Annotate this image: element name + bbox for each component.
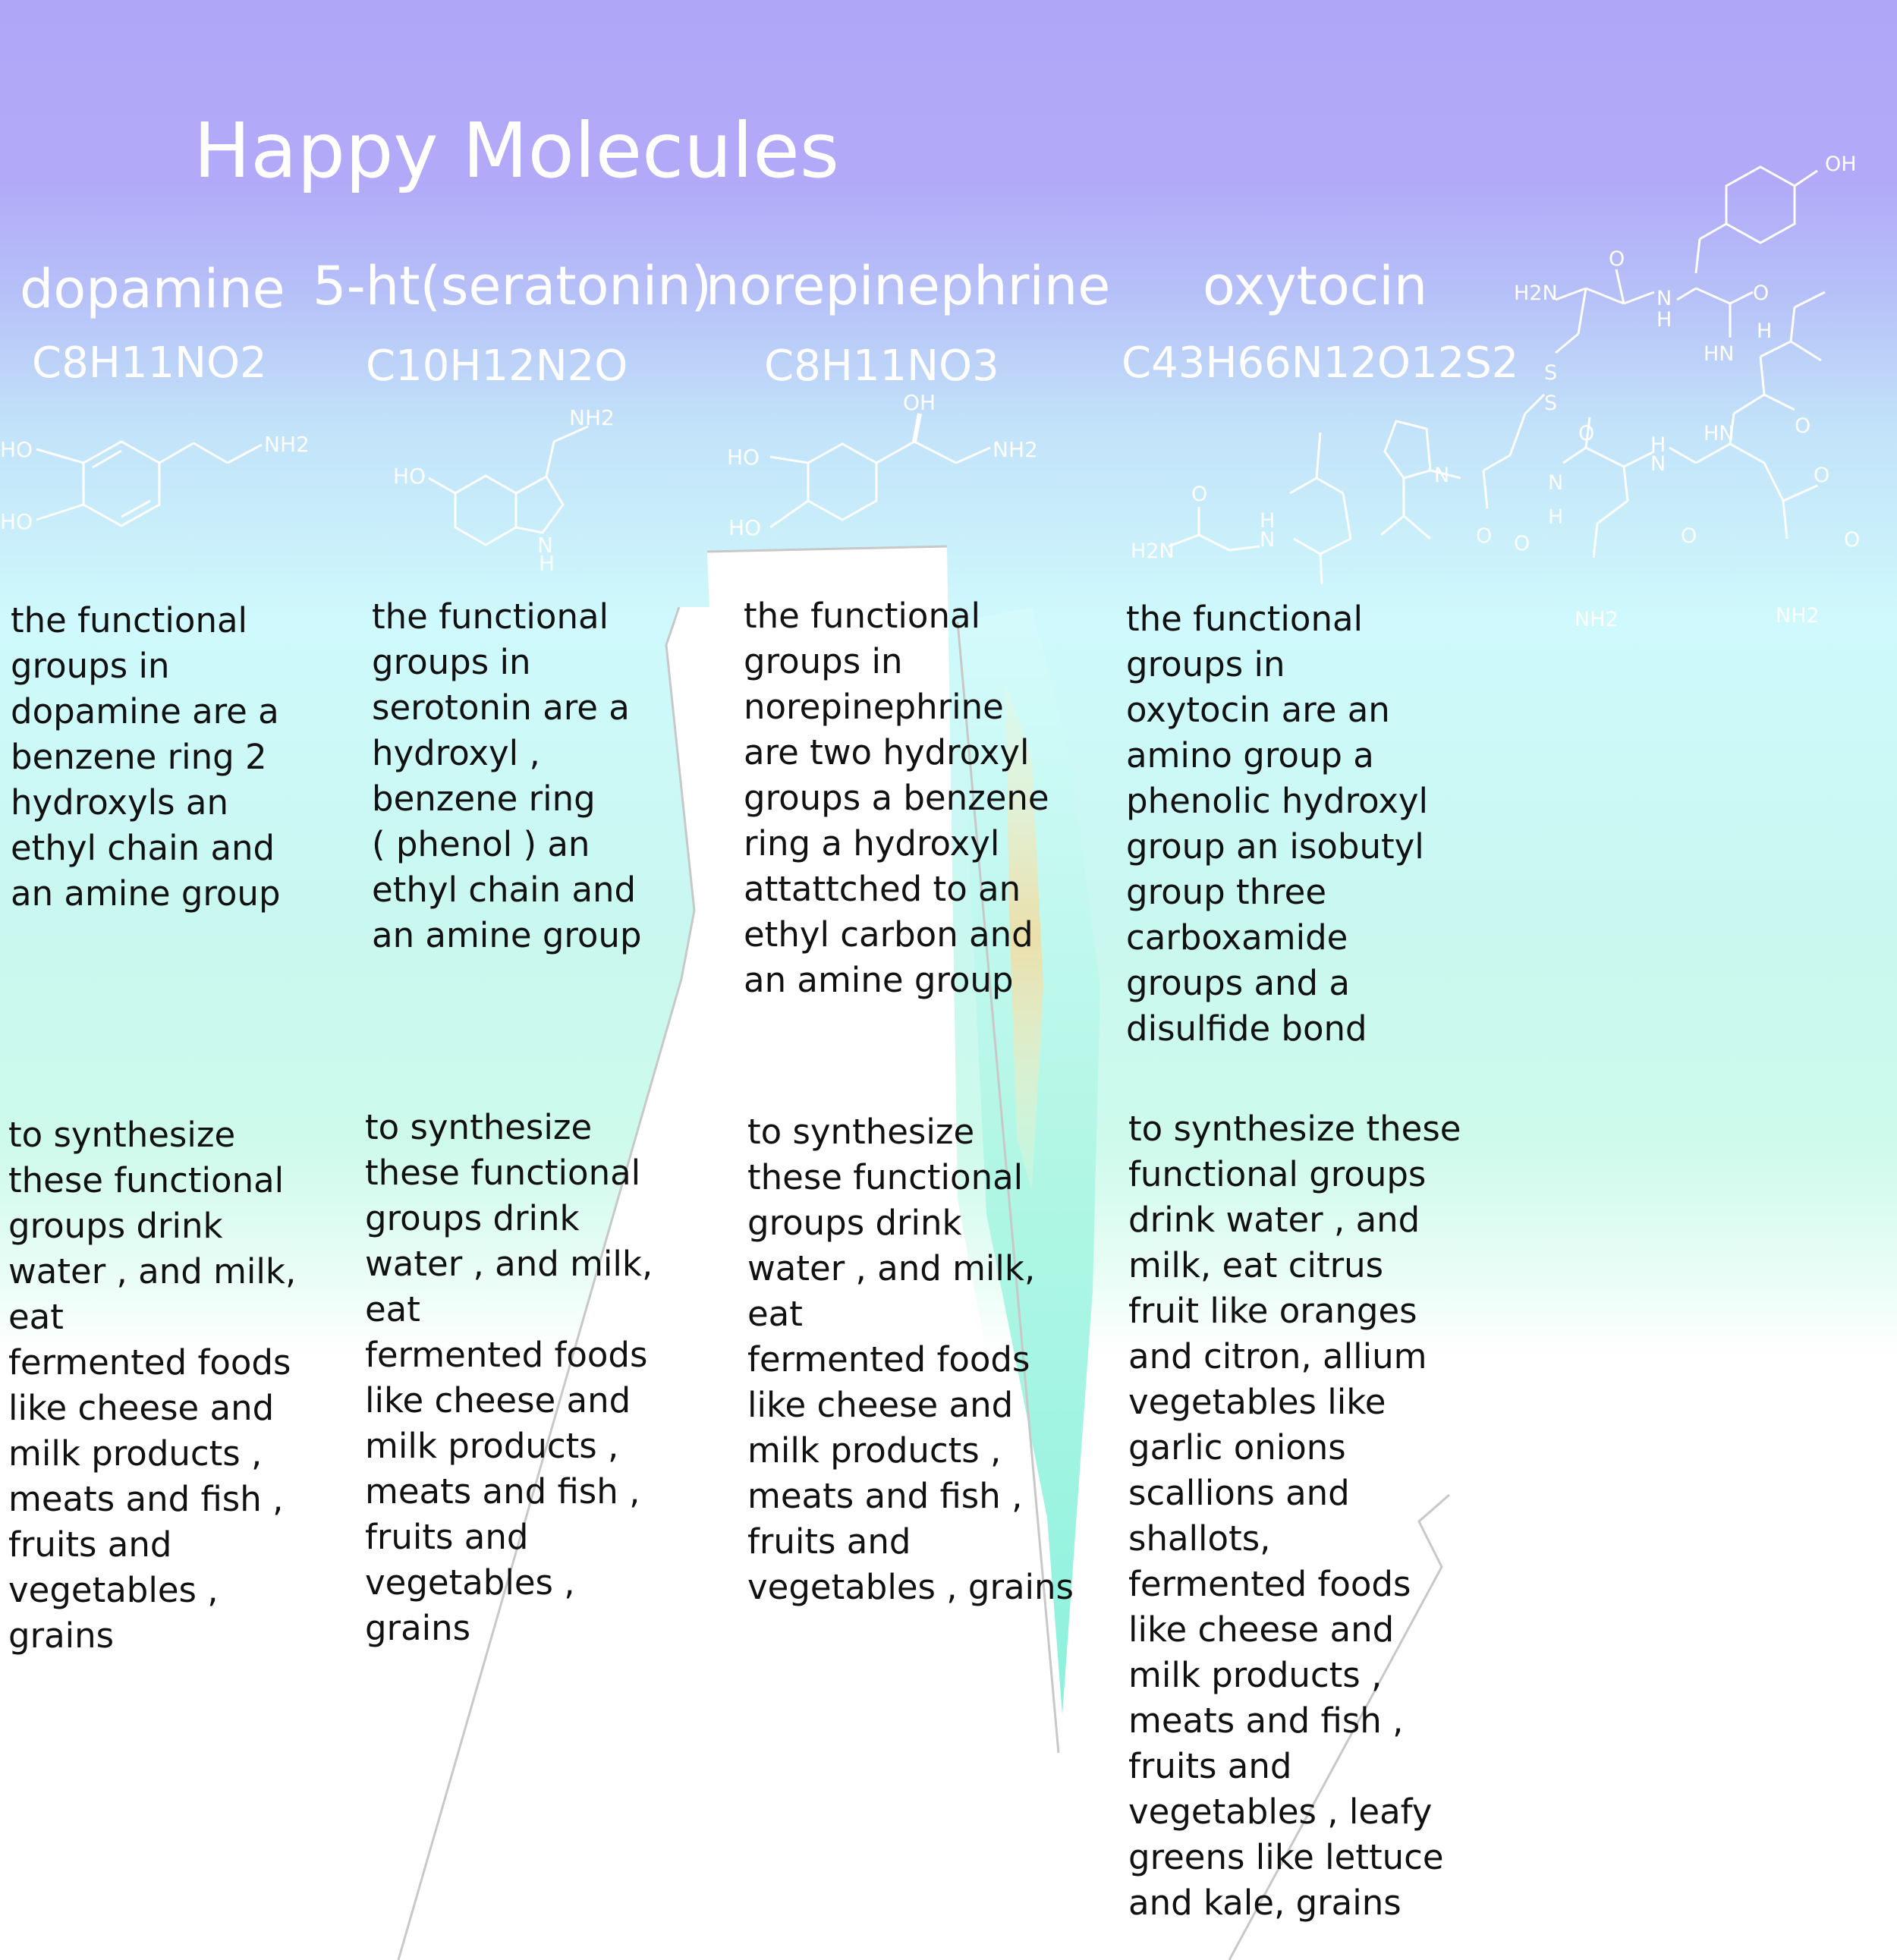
- oxytocin-label-n-2: N: [1434, 464, 1450, 487]
- oxytocin-label-o-9: O: [1814, 464, 1830, 487]
- norepinephrine-formula: C8H11NO3: [764, 341, 999, 391]
- norepinephrine-synthesis: to synthesize these functional groups drink water , and milk, eat fermented foods like cheese and milk products , meats and fish , fruits and vegetables , grains: [747, 1112, 1074, 1607]
- oxytocin-formula: C43H66N12O12S2: [1122, 338, 1519, 388]
- dopamine-name: dopamine: [20, 258, 285, 320]
- oxytocin-name: oxytocin: [1203, 255, 1428, 317]
- dopamine-synthesis: to synthesize these functional groups drink water , and milk, eat fermented foods like cheese and milk products , meats and fish , fruits and vegetables , grains: [8, 1115, 297, 1656]
- serotonin-nh2: NH2: [569, 405, 615, 430]
- serotonin-synthesis: to synthesize these functional groups drink water , and milk, eat fermented foods like cheese and milk products , meats and fish , fruits and vegetables , grains: [365, 1107, 653, 1648]
- dopamine-ho-2: HO: [0, 509, 33, 534]
- oxytocin-label-h-5: H: [1548, 505, 1564, 529]
- oxytocin-functional-groups: the functional groups in oxytocin are an amino group a phenolic hydroxyl group an isobutyl group three carboxamide groups and a disulfide bond: [1126, 599, 1429, 1049]
- norepinephrine-nh2: NH2: [993, 437, 1038, 462]
- oxytocin-label-h2n-left: H2N: [1131, 540, 1175, 563]
- norepinephrine-ho-2: HO: [728, 515, 762, 540]
- oxytocin-label-s-1: S: [1544, 361, 1558, 385]
- serotonin-n: N: [537, 533, 553, 558]
- oxytocin-label-nh2-1: NH2: [1575, 608, 1619, 631]
- oxytocin-label-n-5: N: [1548, 471, 1564, 495]
- oxytocin-label-o-10: O: [1844, 528, 1861, 552]
- oxytocin-label-hn-2: HN: [1704, 422, 1735, 445]
- norepinephrine-ho-1: HO: [727, 445, 760, 470]
- oxytocin-label-o-7: O: [1681, 524, 1697, 548]
- oxytocin-label-o-2: O: [1753, 282, 1770, 305]
- oxytocin-label-hn-1: HN: [1704, 342, 1735, 366]
- oxytocin-structure: [1123, 144, 1882, 645]
- serotonin-structure: [387, 402, 637, 577]
- dopamine-nh2: NH2: [264, 432, 310, 457]
- oxytocin-label-o-1: O: [1609, 247, 1625, 271]
- oxytocin-label-o-4: O: [1578, 422, 1595, 445]
- oxytocin-label-o-6: O: [1191, 483, 1208, 506]
- norepinephrine-functional-groups: the functional groups in norepinephrine are two hydroxyl groups a benzene ring a hydroxyl attattched to an ethyl carbon and an amine group: [744, 596, 1049, 1000]
- oxytocin-label-nh2-2: NH2: [1776, 604, 1820, 628]
- oxytocin-label-oh: OH: [1825, 153, 1857, 176]
- norepinephrine-oh: OH: [903, 390, 936, 415]
- oxytocin-label-o-8: O: [1514, 532, 1530, 555]
- page-title: Happy Molecules: [193, 106, 839, 195]
- norepinephrine-structure: [721, 387, 1055, 546]
- serotonin-formula: C10H12N2O: [366, 341, 628, 391]
- oxytocin-label-n-3: N: [1260, 528, 1276, 552]
- oxytocin-label-h2n-top: H2N: [1514, 282, 1558, 305]
- oxytocin-label-o-5: O: [1476, 524, 1493, 548]
- oxytocin-label-h-2: H: [1757, 319, 1773, 343]
- dopamine-structure: [0, 417, 326, 539]
- serotonin-h: H: [539, 551, 555, 576]
- oxytocin-label-s-2: S: [1544, 392, 1558, 415]
- oxytocin-label-h-3: H: [1260, 509, 1276, 533]
- dopamine-formula: C8H11NO2: [32, 338, 267, 388]
- oxytocin-label-h-1: H: [1656, 308, 1672, 332]
- dopamine-functional-groups: the functional groups in dopamine are a benzene ring 2 hydroxyls an ethyl chain and an amine group: [11, 600, 281, 914]
- oxytocin-label-o-3: O: [1795, 414, 1811, 438]
- serotonin-name: 5-ht(seratonin): [313, 255, 712, 317]
- oxytocin-label-h-4: H: [1650, 433, 1666, 457]
- oxytocin-label-n-4: N: [1650, 452, 1666, 476]
- norepinephrine-name: norepinephrine: [706, 255, 1111, 317]
- oxytocin-label-n-1: N: [1656, 287, 1672, 310]
- oxytocin-synthesis: to synthesize these functional groups drink water , and milk, eat citrus fruit like oranges and citron, allium vegetables like garlic onions scallions and shallots, fermented foods like cheese and milk products , meats and fish , fruits and vegetables , leafy greens like lettuce and kale, grains: [1128, 1109, 1461, 1923]
- serotonin-functional-groups: the functional groups in serotonin are a hydroxyl , benzene ring ( phenol ) an ethyl chain and an amine group: [372, 596, 642, 955]
- serotonin-ho: HO: [393, 464, 426, 489]
- dopamine-ho-1: HO: [0, 437, 33, 462]
